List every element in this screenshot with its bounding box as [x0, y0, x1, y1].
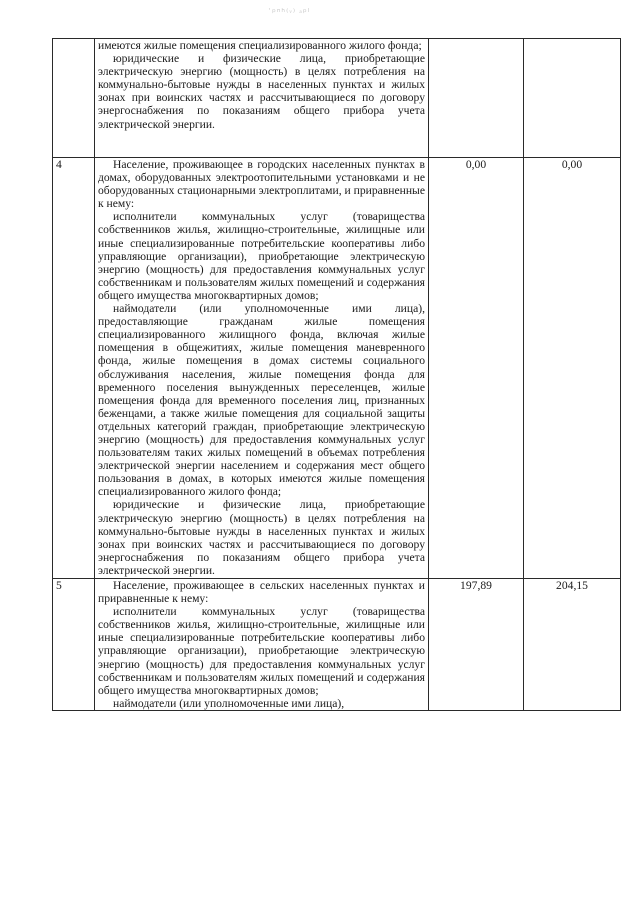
table-row	[53, 158, 621, 579]
paragraph: Население, проживающее в сельских населенных пунктах и приравненные к нему:	[98, 579, 425, 606]
paragraph: юридические и физические лица, приобретающие электрическую энергию (мощность) в целях потребления на коммунально-бытовые нужды в населенных пунктах и жилых зонах при воинских частях и рассчитывающиеся по договору энергоснабжения по показаниям общего прибора учета электрической энергии.	[98, 498, 425, 577]
row-description	[95, 579, 429, 711]
scan-header-mark: ·ₚₙₕ₍ᵥ₎ ₐₚₗ	[268, 4, 311, 14]
paragraph: юридические и физические лица, приобретающие электрическую энергию (мощность) в целях потребления на коммунально-бытовые нужды в населенных пунктах и жилых зонах при воинских частях и рассчитывающиеся по договору энергоснабжения по показаниям общего прибора учета электрической энергии.	[98, 52, 425, 131]
row-number: 5	[53, 579, 95, 711]
paragraph: исполнители коммунальных услуг (товарищества собственников жилья, жилищно-строительные, жилищные или иные специализированные потребительские кооперативы либо управляющие организации), приобретающие электрическую энергию (мощность) для предоставления коммунальных услуг собственникам и пользователям жилых помещений и содержания общего имущества многоквартирных домов;	[98, 210, 425, 302]
row-value-2	[524, 39, 621, 158]
paragraph: наймодатели (или уполномоченные ими лица), предоставляющие гражданам жилые помещения специализированного жилищного фонда, включая жилые помещения в общежитиях, жилые помещения маневренного фонда, жилые помещения в домах системы социального обслуживания населения, жилые помещения фонда для временного поселения вынужденных переселенцев, жилые помещения фонда для временного поселения лиц, признанных беженцами, а также жилые помещения для социальной защиты отдельных категорий граждан, приобретающие электрическую энергию (мощность) для предоставления коммунальных услуг пользователям таких жилых помещений в объемах потребления электрической энергии населением и содержания мест общего пользования в домах, в которых имеются жилые помещения специализированного жилого фонда;	[98, 302, 425, 499]
paragraph: исполнители коммунальных услуг (товарищества собственников жилья, жилищно-строительные, жилищные или иные специализированные потребительские кооперативы либо управляющие организации), приобретающие электрическую энергию (мощность) для предоставления коммунальных услуг собственникам и пользователям жилых помещений и содержания общего имущества многоквартирных домов;	[98, 605, 425, 697]
row-number: 4	[53, 158, 95, 579]
row-value-1: 197,89	[429, 579, 524, 711]
row-value-2: 204,15	[524, 579, 621, 711]
paragraph: Население, проживающее в городских населенных пунктах в домах, оборудованных электроотопительными установками и не оборудованных стационарными электроплитами, и приравненные к нему:	[98, 158, 425, 211]
table-row	[53, 39, 621, 158]
row-number	[53, 39, 95, 158]
paragraph: наймодатели (или уполномоченные ими лица),	[113, 696, 345, 710]
row-description	[95, 39, 429, 158]
paragraph: имеются жилые помещения специализированного жилого фонда;	[98, 39, 422, 52]
row-description	[95, 158, 429, 579]
row-value-1	[429, 39, 524, 158]
row-value-1: 0,00	[429, 158, 524, 579]
table-row	[53, 579, 621, 711]
tariff-table	[52, 38, 621, 711]
row-value-2: 0,00	[524, 158, 621, 579]
